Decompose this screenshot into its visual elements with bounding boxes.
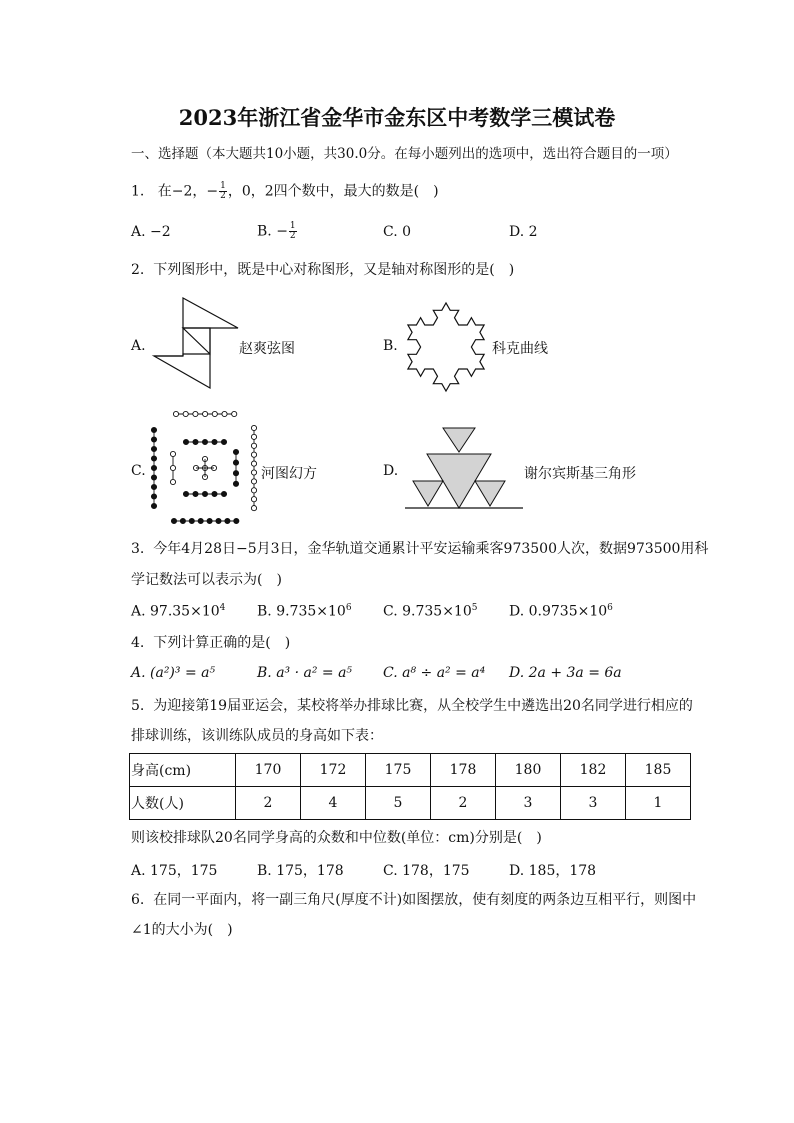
question-text: 下列图形中，既是中心对称图形，又是轴对称图形的是( ) (153, 262, 515, 278)
option-d[interactable]: D. 2a + 3a = 6a (509, 665, 622, 681)
table-cell: 170 (236, 754, 301, 787)
figure-caption: 科克曲线 (492, 341, 548, 357)
dot-mark (183, 411, 188, 416)
option-d[interactable]: D. 185，178 (509, 863, 597, 879)
dot-mark (151, 446, 156, 451)
option-c[interactable]: C. (131, 463, 146, 479)
dot-mark (193, 491, 198, 496)
table-cell: 180 (496, 754, 561, 787)
question-number: 6. (131, 892, 145, 908)
dot-mark (233, 481, 238, 486)
dot-mark (212, 439, 217, 444)
question-text: ，0，2四个数中，最大的数是( ) (227, 183, 439, 200)
question-3 (131, 541, 708, 557)
dot-mark (202, 491, 207, 496)
table-row (130, 787, 691, 820)
option-b[interactable]: B. $9.735\times 10^6$ (257, 603, 352, 620)
dot-mark (234, 518, 239, 523)
dot-mark (216, 518, 221, 523)
table-cell: 1 (626, 787, 691, 820)
question-6 (131, 892, 696, 908)
dot-mark (251, 425, 256, 430)
hetu-magic-square-diagram (146, 408, 264, 528)
dot-mark (180, 518, 185, 523)
dot-mark (151, 427, 156, 432)
question-4 (131, 635, 290, 651)
table-cell: 5 (366, 787, 431, 820)
option-a[interactable]: A. 175，175 (131, 863, 218, 879)
table-cell: 4 (301, 787, 366, 820)
dot-mark (151, 456, 156, 461)
dot-mark (221, 439, 226, 444)
question-text: 为迎接第19届亚运会，某校将举办排球比赛，从全校学生中遴选出20名同学进行相应的 (153, 698, 693, 714)
dot-mark (151, 494, 156, 499)
option-d[interactable]: D. (383, 463, 399, 479)
dot-mark (251, 506, 256, 511)
dot-mark (151, 484, 156, 489)
zhao-shuang-diagram (150, 296, 240, 392)
question-2 (131, 262, 514, 278)
fraction: $\frac{1}{2}$ (220, 181, 226, 201)
dot-mark (207, 518, 212, 523)
section-heading: 一、选择题（本大题共10小题，共30.0分。在每小题列出的选项中，选出符合题目的一项） (131, 146, 678, 162)
dot-mark (203, 411, 208, 416)
table-cell: 182 (561, 754, 626, 787)
option-a[interactable]: A. −2 (131, 224, 171, 240)
dot-mark (170, 451, 175, 456)
table-row-header: 人数(人) (130, 787, 236, 820)
option-d[interactable]: D. 2 (509, 224, 538, 240)
dot-mark (202, 439, 207, 444)
dot-mark (233, 460, 238, 465)
option-a[interactable]: A. (131, 338, 146, 354)
question-text: 则该校排球队20名同学身高的众数和中位数(单位：cm)分别是( ) (131, 830, 542, 846)
page-title: 2023年浙江省金华市金东区中考数学三模试卷 (178, 105, 616, 130)
table-cell: 2 (431, 787, 496, 820)
table-cell: 3 (561, 787, 626, 820)
dot-mark (212, 491, 217, 496)
dot-mark (251, 488, 256, 493)
dot-mark (212, 411, 217, 416)
dot-mark (232, 411, 237, 416)
option-c[interactable]: C. 0 (383, 224, 412, 240)
option-b[interactable]: B. 175，178 (257, 863, 344, 879)
question-text: 在同一平面内，将一副三角尺(厚度不计)如图摆放，使有刻度的两条边互相平行，则图中 (153, 892, 697, 908)
question-number: 1. (131, 183, 145, 200)
dot-mark (251, 452, 256, 457)
dot-mark (183, 491, 188, 496)
dot-mark (233, 449, 238, 454)
table-cell: 172 (301, 754, 366, 787)
question-number: 4. (131, 635, 145, 651)
dot-mark (189, 518, 194, 523)
option-b[interactable]: B. (383, 338, 398, 354)
table-row (130, 754, 691, 787)
figure-caption: 河图幻方 (261, 466, 317, 482)
option-a[interactable]: A. $97.35\times 10^4$ (131, 603, 226, 620)
question-5 (131, 698, 693, 714)
dot-mark (222, 411, 227, 416)
table-cell: 175 (366, 754, 431, 787)
question-number: 3. (131, 541, 145, 557)
question-text: ∠1的大小为( ) (131, 922, 233, 938)
question-1 (131, 182, 439, 201)
question-text: 在−2，− (157, 183, 219, 200)
question-text: 下列计算正确的是( ) (153, 635, 291, 651)
dot-mark (170, 479, 175, 484)
table-row-header: 身高(cm) (130, 754, 236, 787)
dot-mark (151, 437, 156, 442)
table-cell: 178 (431, 754, 496, 787)
option-c[interactable]: C. $9.735\times 10^5$ (383, 603, 478, 620)
question-text: 今年4月28日−5月3日，金华轨道交通累计平安运输乘客973500人次，数据973500用科 (153, 541, 709, 557)
dot-mark (251, 479, 256, 484)
figure-caption: 谢尔宾斯基三角形 (524, 466, 636, 482)
option-d[interactable]: D. $0.9735\times 10^6$ (509, 603, 613, 620)
height-table (129, 753, 691, 820)
dot-mark (251, 497, 256, 502)
dot-mark (193, 411, 198, 416)
table-cell: 3 (496, 787, 561, 820)
option-c[interactable]: C. a⁸ ÷ a² = a⁴ (383, 665, 486, 681)
dot-mark (233, 471, 238, 476)
dot-mark (183, 439, 188, 444)
dot-mark (170, 465, 175, 470)
dot-mark (173, 411, 178, 416)
question-text: 排球训练，该训练队成员的身高如下表： (131, 728, 383, 744)
figure-caption: 赵爽弦图 (239, 341, 295, 357)
dot-mark (151, 475, 156, 480)
question-text: 学记数法可以表示为( ) (131, 572, 282, 588)
dot-mark (251, 443, 256, 448)
option-b[interactable]: B. − $\frac{1}{2}$ (257, 221, 296, 241)
dot-mark (171, 518, 176, 523)
dot-mark (198, 518, 203, 523)
table-cell: 2 (236, 787, 301, 820)
question-number: 2. (131, 262, 145, 278)
sierpinski-triangle-diagram (405, 426, 525, 512)
table-cell: 185 (626, 754, 691, 787)
dot-mark (151, 503, 156, 508)
dot-mark (225, 518, 230, 523)
dot-mark (151, 465, 156, 470)
dot-mark (221, 491, 226, 496)
koch-snowflake-diagram (396, 292, 496, 398)
dot-mark (193, 439, 198, 444)
dot-mark (251, 470, 256, 475)
dot-mark (251, 434, 256, 439)
option-b[interactable]: B. a³ · a² = a⁵ (257, 665, 353, 681)
option-c[interactable]: C. 178，175 (383, 863, 470, 879)
option-a[interactable]: A. (a²)³ = a⁵ (131, 665, 216, 681)
dot-mark (251, 461, 256, 466)
question-number: 5. (131, 698, 145, 714)
